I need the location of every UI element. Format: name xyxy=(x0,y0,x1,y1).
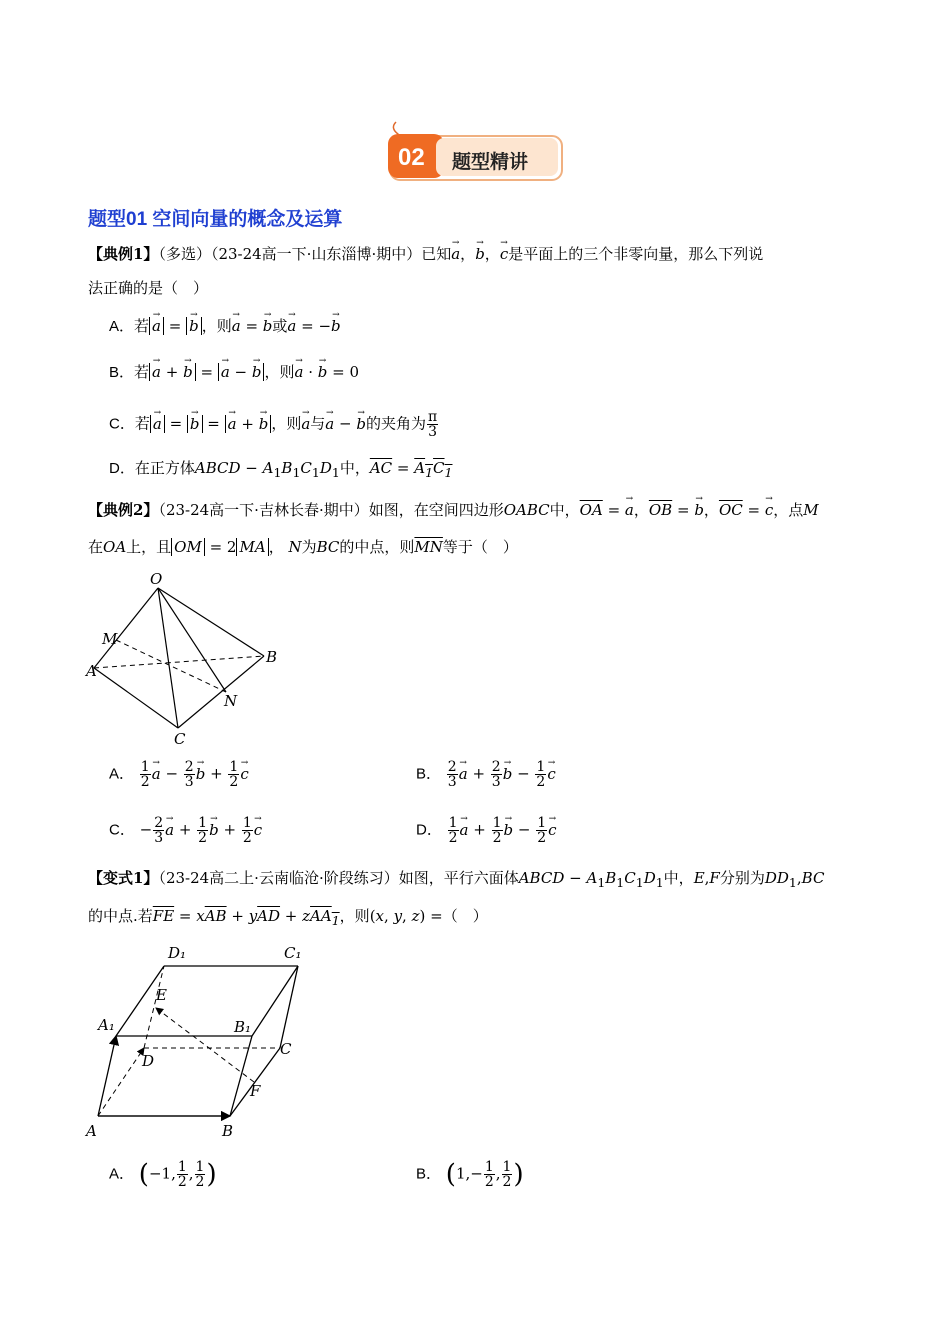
q1-option-d[interactable]: D．在正方体ABCD − $A_1B_1C_1D_1$中，$\overline{AC} = A_1C_1$ xyxy=(109,459,453,480)
label-N: N xyxy=(224,692,238,710)
q2-option-d[interactable]: D． $\frac{1}{2}$ → a + $\frac{1}{2}$ → b − $\frac{1}{2}$ → c xyxy=(416,816,557,845)
label-C: C xyxy=(280,1040,292,1058)
label-F: F xyxy=(250,1082,261,1100)
parallelepiped-figure xyxy=(84,938,324,1143)
label-B: B xyxy=(222,1122,234,1140)
q2-option-c[interactable]: C． − $\frac{2}{3}$ → a + $\frac{1}{2}$ → b + $\frac{1}{2}$ → c xyxy=(109,816,262,845)
label-A1: A₁ xyxy=(98,1016,115,1034)
q2-option-a[interactable]: A． $\frac{1}{2}$ → a − $\frac{2}{3}$ → b + $\frac{1}{2}$ → c xyxy=(109,760,249,789)
q3-option-a[interactable]: A． (−1, $\frac{1}{2}$ , $\frac{1}{2}$ ) xyxy=(109,1159,217,1190)
q1-option-a[interactable]: A．若 → a = → b ，则→ a = → b或→ a = −→ b xyxy=(109,316,341,337)
label-A: A xyxy=(86,1122,97,1140)
label-C: C xyxy=(174,730,186,748)
q2-line1: 【典例2】（23-24高一下·吉林长春·期中）如图，在空间四边形OABC中，$\overline{OA}$ = → a，$\overline{OB}$ = → b，$\overline{OC}$ = → c，点M xyxy=(88,500,819,520)
q1-line1: 【典例1】（多选）（23-24高一下·山东淄博·期中）已知→ a，→ b，→ c是平面上的三个非零向量，那么下列说 xyxy=(88,244,763,264)
banner-number: 02 xyxy=(398,144,425,171)
banner-title: 题型精讲 xyxy=(452,152,529,173)
tetrahedron-figure xyxy=(84,568,284,748)
q1-line2: 法正确的是（ ） xyxy=(88,279,209,297)
section-title: 题型01 空间向量的概念及运算 xyxy=(88,209,343,230)
q2-option-b[interactable]: B． $\frac{2}{3}$ → a + $\frac{2}{3}$ → b − $\frac{1}{2}$ → c xyxy=(416,760,556,789)
label-E: E xyxy=(156,986,167,1004)
q1-option-c[interactable]: C．若 → a = → b = → a + → b ，则→ a与→ a − → b的夹角为 $\frac{\pi}{3}$ xyxy=(109,410,439,439)
label-D1: D₁ xyxy=(168,944,187,962)
q2-tag: 【典例2】 xyxy=(88,501,159,519)
q2-line2: 在OA上，且 OM = 2 MA ， N为BC的中点，则$\overline{MN}$等于（ ） xyxy=(88,538,518,556)
label-A: A xyxy=(86,662,97,680)
label-B1: B₁ xyxy=(234,1018,252,1036)
q3-line2: 的中点.若$\overline{FE} = x\overline{AB} + y\overline{AD} + zAA_1$，则(x, y, z) =（ ） xyxy=(88,907,488,928)
label-O: O xyxy=(150,570,163,588)
section-banner xyxy=(386,118,568,184)
q1-tag: 【典例1】 xyxy=(88,245,159,263)
q1-option-b[interactable]: B．若 → a + → b = → a − → b ，则→ a · → b = 0 xyxy=(109,362,359,383)
q3-line1: 【变式1】（23-24高二上·云南临沧·阶段练习）如图，平行六面体ABCD − $A_1B_1C_1D_1$中，E,F分别为$DD_1,BC$ xyxy=(88,869,825,890)
q3-tag: 【变式1】 xyxy=(88,869,159,887)
label-D: D xyxy=(142,1052,155,1070)
q3-option-b[interactable]: B． (1,− $\frac{1}{2}$ , $\frac{1}{2}$ ) xyxy=(416,1159,524,1190)
label-B: B xyxy=(266,648,278,666)
label-M: M xyxy=(102,630,118,648)
label-C1: C₁ xyxy=(284,944,302,962)
